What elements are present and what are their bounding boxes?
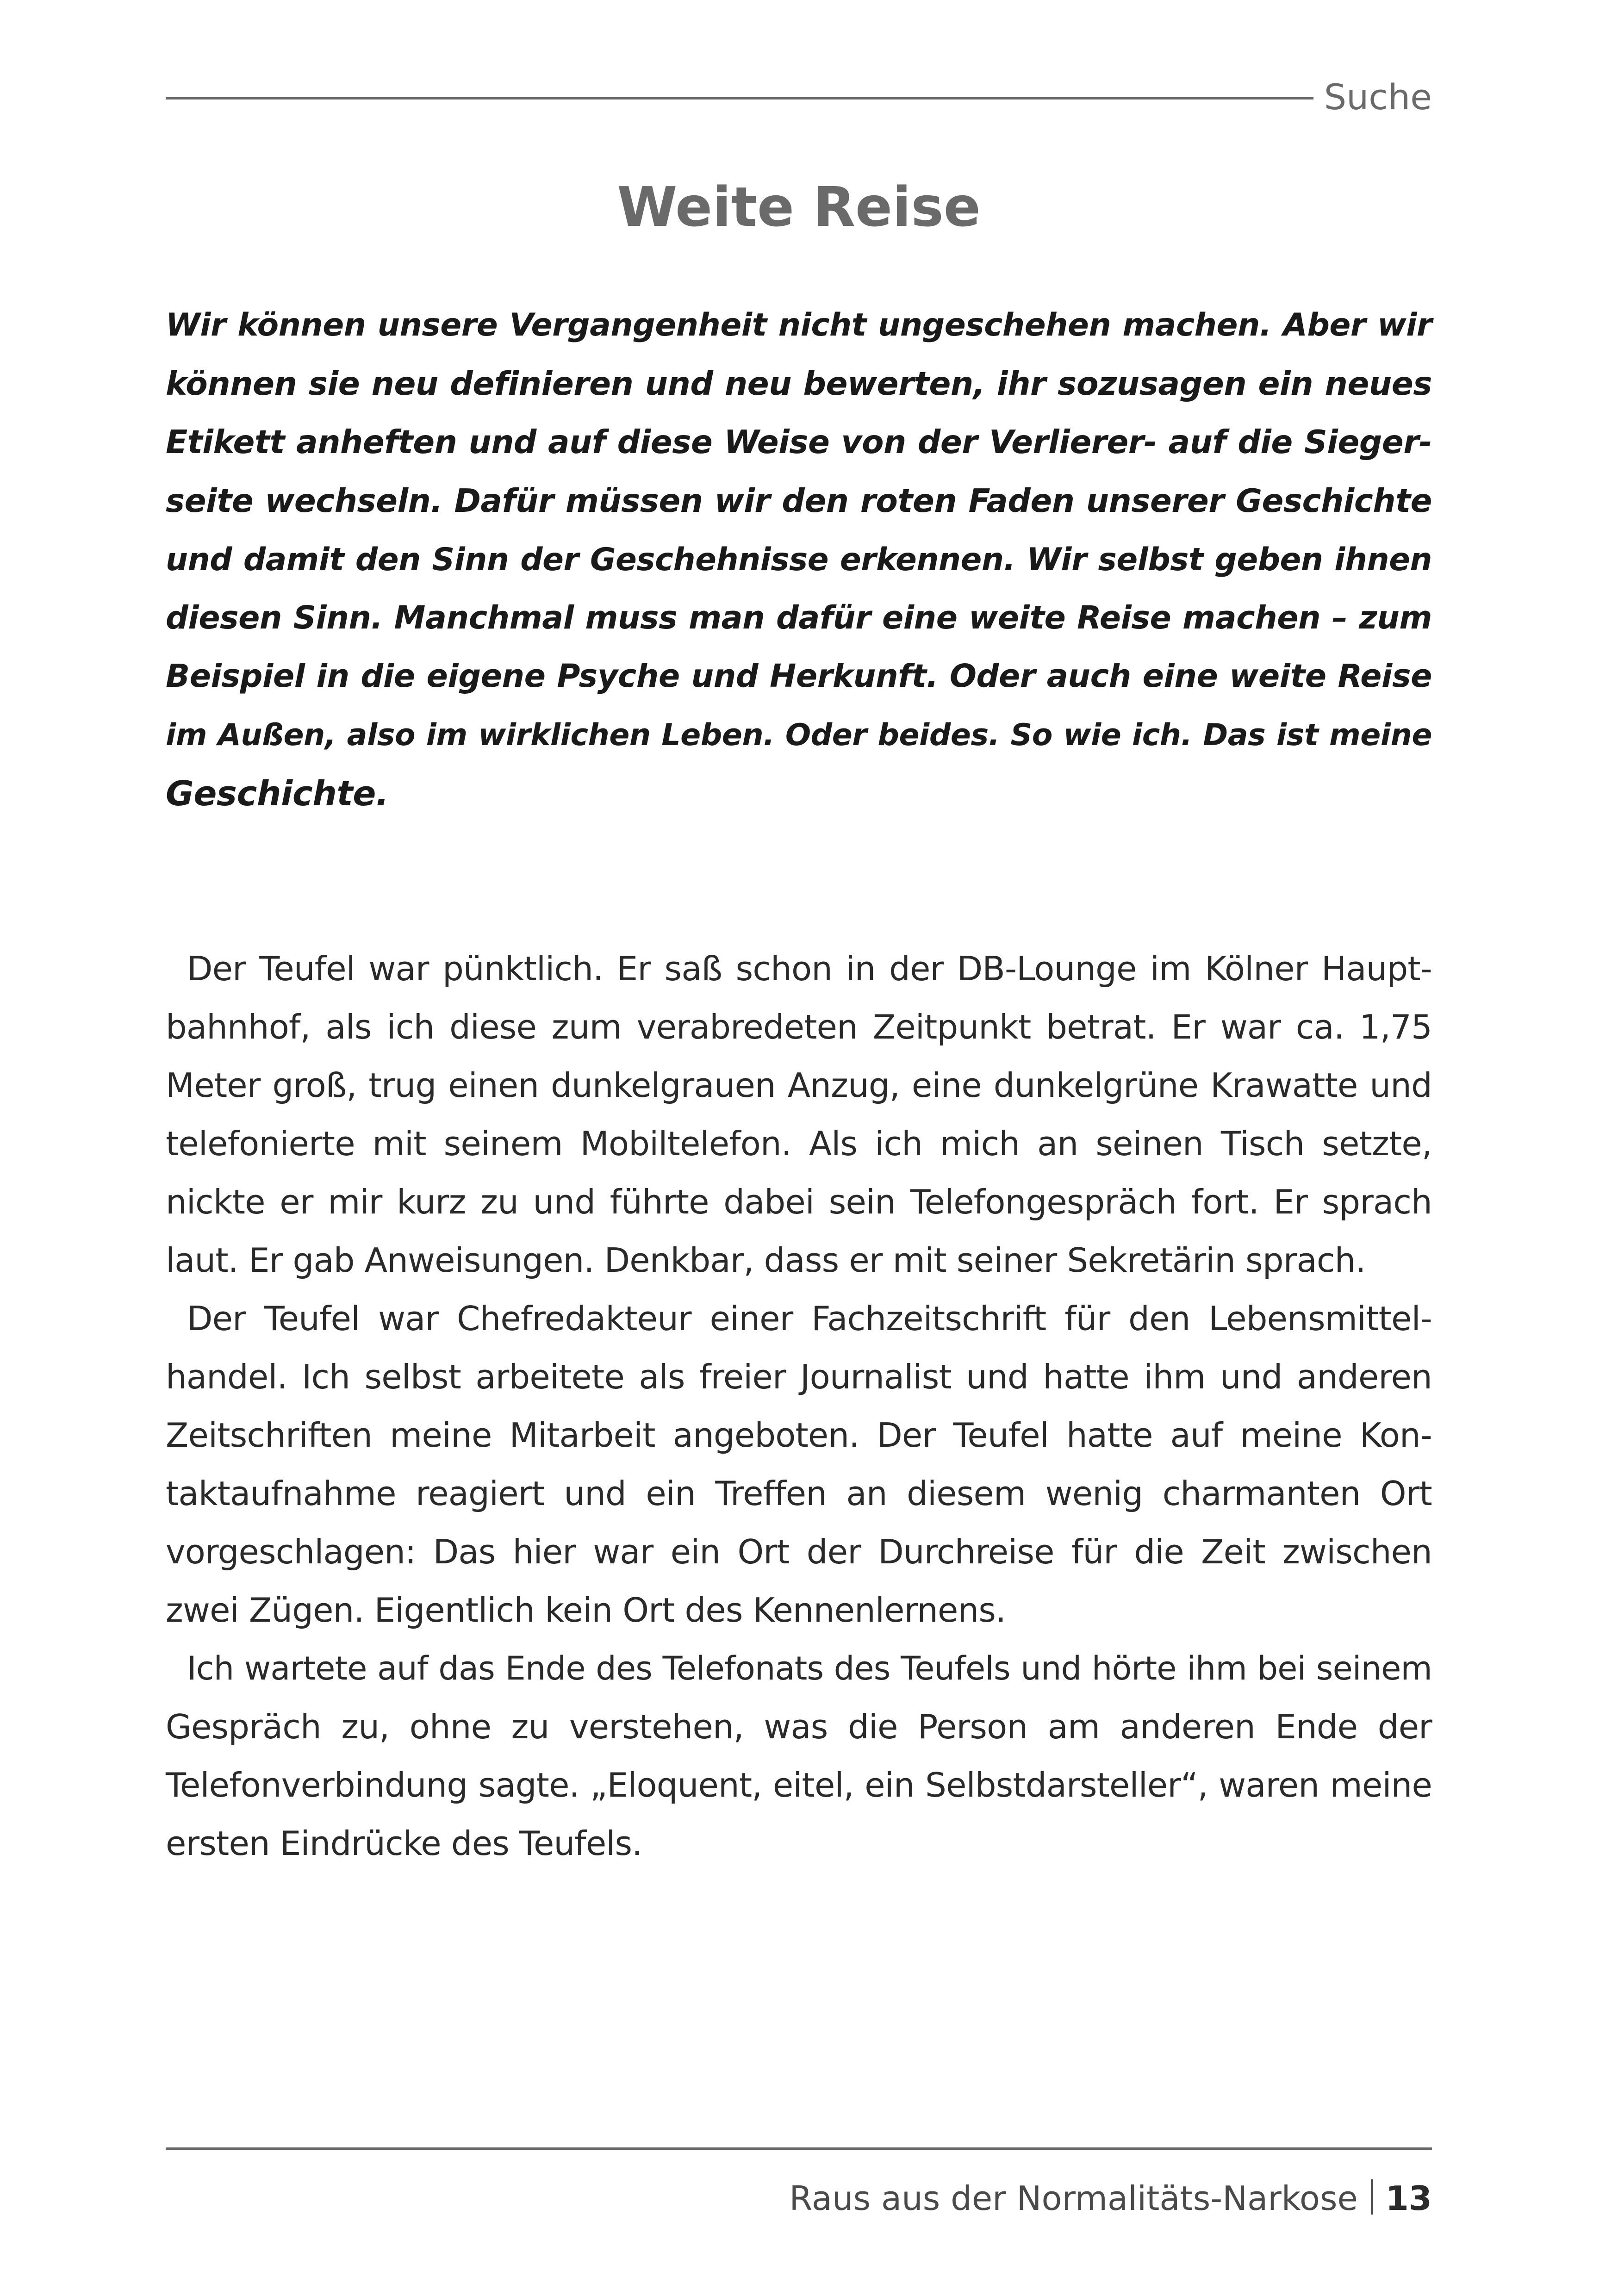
intro-line: Wir können unsere Vergangenheit nicht ungeschehen machen. Aber wir	[166, 307, 1432, 343]
body-line: Der Teufel war pünktlich. Er saß schon in der DB-Lounge im Kölner Haupt-	[187, 949, 1432, 988]
intro-line: können sie neu definieren und neu bewerten, ihr sozusagen ein neues	[166, 365, 1432, 403]
body-line: nickte er mir kurz zu und führte dabei sein Telefongespräch fort. Er sprach	[166, 1182, 1432, 1221]
intro-line: und damit den Sinn der Geschehnisse erkennen. Wir selbst geben ihnen	[166, 541, 1432, 578]
body-line: Der Teufel war Chefredakteur einer Fachzeitschrift für den Lebensmittel-	[187, 1299, 1432, 1338]
body-line: Meter groß, trug einen dunkelgrauen Anzug, eine dunkelgrüne Krawatte und	[166, 1066, 1432, 1105]
running-footer	[789, 2175, 1432, 2221]
footer-book-title: Raus aus der Normalitäts-Narkose	[789, 2179, 1358, 2218]
body-line: taktaufnahme reagiert und ein Treffen an diesem wenig charmanten Ort	[166, 1474, 1432, 1513]
chapter-intro	[166, 296, 1432, 823]
body-line: Zeitschriften meine Mitarbeit angeboten. Der Teufel hatte auf meine Kon-	[166, 1416, 1432, 1455]
body-text	[166, 940, 1432, 1873]
footer-separator	[1371, 2179, 1373, 2215]
intro-line: Etikett anheften und auf diese Weise von der Verlierer- auf die Sieger-	[166, 424, 1432, 461]
chapter-title: Weite Reise	[617, 175, 981, 239]
body-line: Telefonverbindung sagte. „Eloquent, eitel, ein Selbstdarsteller“, waren meine	[166, 1766, 1432, 1804]
body-line: Gespräch zu, ohne zu verstehen, was die Person am anderen Ende der	[166, 1707, 1432, 1746]
paragraph-1	[166, 940, 1432, 1289]
body-line: handel. Ich selbst arbeitete als freier Journalist und hatte ihm und anderen	[166, 1357, 1432, 1396]
footer-rule	[166, 2147, 1432, 2150]
body-line: zwei Zügen. Eigentlich kein Ort des Kennenlernens.	[166, 1591, 1006, 1630]
intro-line: Geschichte.	[166, 774, 389, 814]
header-rule	[166, 97, 1313, 100]
paragraph-2	[166, 1289, 1432, 1639]
running-header-section: Suche	[1324, 76, 1432, 118]
body-line: telefonierte mit seinem Mobiltelefon. Als ich mich an seinen Tisch setzte,	[166, 1124, 1432, 1163]
intro-line: im Außen, also im wirklichen Leben. Oder beides. So wie ich. Das ist meine	[166, 717, 1432, 753]
body-line: ersten Eindrücke des Teufels.	[166, 1824, 642, 1863]
body-line: bahnhof, als ich diese zum verabredeten Zeitpunkt betrat. Er war ca. 1,75	[166, 1008, 1432, 1046]
intro-line: diesen Sinn. Manchmal muss man dafür eine weite Reise machen – zum	[166, 599, 1432, 636]
paragraph-3	[166, 1639, 1432, 1873]
body-line: vorgeschlagen: Das hier war ein Ort der Durchreise für die Zeit zwischen	[166, 1532, 1432, 1571]
body-line: laut. Er gab Anweisungen. Denkbar, dass er mit seiner Sekretärin sprach.	[166, 1241, 1366, 1280]
intro-line: seite wechseln. Dafür müssen wir den roten Faden unserer Geschichte	[166, 482, 1432, 520]
intro-line: Beispiel in die eigene Psyche und Herkunft. Oder auch eine weite Reise	[166, 658, 1432, 695]
page-number: 13	[1385, 2179, 1432, 2218]
body-line: Ich wartete auf das Ende des Telefonats des Teufels und hörte ihm bei seinem	[187, 1649, 1432, 1687]
